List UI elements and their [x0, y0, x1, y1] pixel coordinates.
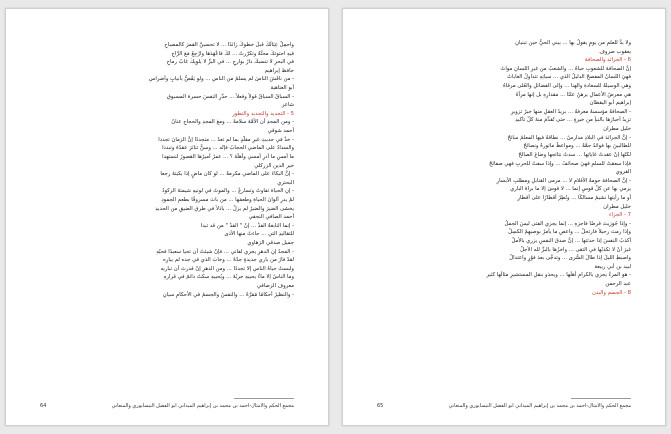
- section-heading: 7 - الجزاء: [608, 212, 631, 219]
- text-line: يخشى الضيرَ والضيرُ لم يزلْ ... باذلاً في طرقِ الضيقِ من الجديدِ: [155, 205, 294, 212]
- text-line: - من ناقَشَ الناسَ لم يسلمْ من الناسِ ... ولو يَقُصُّ بأنيابٍ وأضراسِ: [148, 76, 294, 83]
- text-line: في البحرِ لا تنسبكَ دارٌ بوارجٍ ... في البرِّ لا يلوِيكَ غابٌ رماحِ: [166, 59, 294, 66]
- page-footer: [40, 403, 294, 409]
- text-line: لبيد بن أبي ربيعة: [594, 263, 631, 270]
- page-text-block: [40, 41, 294, 299]
- text-line: القروي: [615, 169, 631, 176]
- footer-book-title: مجمع الحكم والأمثال-أحمد بن محمد بن إبراهيم الميداني أبو الفضل النيسابوري والمنعاني: [448, 403, 631, 409]
- text-line: وهي الوسيلةُ للسعادةِ والهنا ... وإلى الفضائلِ والعُلى مرقاةُ: [503, 83, 631, 90]
- book-page-right: [342, 8, 666, 426]
- text-line: عبد الرحمن: [605, 281, 631, 288]
- text-line: والسدادُ على الماضي الحجابُ فإنّه ... وسنٌّ تناثرَ عقدُهُ وتبددا: [162, 145, 294, 152]
- text-line: واصبطِ الليلَ إذا طالَ السُّرى ... وتدجَّى بعدَ فوْرٍ واعتدالْ: [509, 255, 631, 262]
- text-line: خليل مطران: [603, 126, 631, 133]
- text-line: - إنما النابغةُ الفذْ ... إنْ " الفذُ " من قد تبدا: [200, 222, 294, 229]
- text-line: - السباقُ السباقُ قولاً وفعلاً ... حذّرِ النفسَ حسرةَ المسبوقِ: [166, 93, 294, 100]
- text-line: أكذبُ النفسَ إذا حدثتها ... إنَّ صدقَ النفسِ يزري بالأملْ: [511, 238, 631, 245]
- text-line: خليل مطران: [603, 203, 631, 210]
- text-line: - الصحافةُ مؤسسةٌ معرفةٌ ... بريدُ العقلِ منها خيرُ تزويرِ: [510, 108, 631, 115]
- text-line: أحمد شوقي: [267, 128, 294, 135]
- text-line: أبو العتاهية: [270, 85, 294, 92]
- text-line: للطالبينَ بها فوائدُ جمَّةٌ ... ومواعظٌ ماثورةٌ ونصائحُ: [523, 143, 631, 150]
- footer-book-title: مجمع الحكم والأمثال-أحمد بن محمد بن إبراهيم الميداني أبو الفضل النيسابوري والمنعاني: [111, 403, 294, 409]
- text-line: أحمد الصافي النجفي: [248, 214, 294, 221]
- footer-rule: [571, 398, 631, 399]
- text-line: البحتري: [277, 179, 294, 186]
- text-line: - وإذا جُوزيتَ قرضًا فاجزهِ ... إنما يجزي الفتى ليسَ الجملُ: [504, 220, 631, 227]
- text-line: تزيدُ أخبارَها بالنبأِ من خيرةٍ ... حتى تُقدِّمَ منهُ كلَّ تأكيدِ: [515, 117, 631, 124]
- text-line: وما الناسُ إلا ماءٌ يحييهِ جريُهُ ... ويُحييهِ سكتٌ دائمٌ في قرارهِ: [163, 274, 294, 281]
- text-line: ولبستْ حياةُ الناسِ إلا تجددًا ... ومن الدهرِ إنْ قدرتَ أن تباريه: [160, 265, 294, 272]
- text-line: - إنِ الحياةَ تفاوتٌ وتسارعٌ ... والموتُ في لونيهِ شيمتهُ الركودُ: [162, 188, 294, 195]
- text-line: فهيَ اللسانُ المفصحُ الدليلُ الذي ... سيانِهِ تتداولُ الغاياتُ: [507, 74, 631, 81]
- text-line: واحمِلْ عِيَالَكَ قبلَ خطوكَ زائدًا ... لا تحسبنَّ القمرَ كالمصباحِ: [164, 42, 294, 48]
- section-heading: 5 - التجديد والتجديد والتطور: [232, 110, 294, 117]
- text-line: - هو المرءُ يجزي بالكرامِ أهلَها ... ويحذو بنقلِ المستشيرِ مثالَها كثير: [486, 272, 631, 279]
- text-line: خير الدين الزركلي: [254, 162, 294, 169]
- text-line: يرمي بها عن كلِّ قوسٍ إنما ... لا قوسَ إلا ما براهُ الباري: [510, 186, 631, 193]
- text-line: حافظ إبراهيم: [264, 67, 294, 74]
- text-line: ولا بدَّ للعلمِ من يومٍ يقولُ بها ... بيني الحيُّ حين تبنيانِ: [515, 40, 631, 46]
- text-line: يعقوب صروف: [599, 48, 631, 55]
- text-line: - إنَّ البكاءَ على الماضي مكرمةٌ ... لو كان ماضٍ إذا بكيتهُ رجعا: [160, 171, 294, 178]
- text-line: إبراهيم أبو اليقظان: [589, 100, 631, 107]
- text-line: لكنّها إنْ عقدتْ غاياتِها ... سدتْ نتائجها وضاعَ الصالحُ: [518, 151, 631, 158]
- text-line: فإذا سعقتْ للسلمِ فهيَ صحائفٌ ... وإذا سفتْ للحربِ فهي صفائحُ: [489, 160, 631, 167]
- text-line: - إنَّ الصحافةَ حومةُ الأقلامِ لا ... مرمى القنابلِ ومطلبِ الأبسارِ: [496, 177, 631, 184]
- text-line: - والنظيرُ أحكامًا مُقرَّةٌ ... والنفسُ والجسمُ في الأحكامِ سيانِ: [162, 291, 294, 298]
- text-line: جميل صدقي الزهاوي: [247, 240, 294, 247]
- text-line: - المجدُ إنِ الدهرِ يجري لفاني ... فإنْ شيئتُ أن تحيا سعيدًا فحيّهِ: [156, 248, 294, 255]
- section-heading: 6 - الجرائد والصحافة: [584, 57, 631, 64]
- text-line: - خذْ في حديثِ غيرِ مقلّدٍ بما لم تعدْ ... متجددًا إنَّ الزمانَ تجددا: [158, 136, 294, 143]
- text-line: شاعر: [281, 102, 294, 109]
- text-line: معروف الرصافي: [256, 283, 294, 290]
- text-line: - ومن المجدِ أن الأمَّةَ سلامةً ... ومعَ المجدِ والحجاجِ عنانٌ: [171, 119, 294, 126]
- book-page-left: [5, 8, 329, 426]
- text-line: هي معرضُ الأعمالِ يرهنُ علنًا ... مقدارِهِ بل إنها مرآةُ: [515, 91, 631, 98]
- page-number: 64: [40, 403, 47, 409]
- text-line: فيهِ احتوتكَ محنَّةٌ وتكرّرتْ ... لكَ فاعْهَدَها وارْجِعْ مَعَ الرَّاجِ: [171, 50, 294, 57]
- text-line: غيرَ أنْ لا تكذبْها في التقى ... واخزُها بالبرِّ لله الأجلْ: [520, 246, 631, 253]
- section-heading: 8 - الجسم والبدن: [591, 289, 631, 296]
- text-line: - إنَّ الجرائدَ في البلادِ مدارسٌ ... نطاقةٌ فيها المعلمُ سائحٌ: [507, 134, 631, 141]
- text-line: ما أمسِ ما أدرِ أمسي وأهلُهُ ؟ ... عمرٌ أميرُها القصورُ لنستهدا: [162, 153, 294, 160]
- text-line: وإذا رمتَ رحيلاً فارتحلْ ... واعصِ ما يأمرُ بوصيهِمْ الكسِلْ: [508, 229, 631, 236]
- text-line: للتقاليدِ التي ... جاءتْ منها الأذى: [224, 231, 294, 238]
- text-line: لمْ يدرِ ألوانَ الحياةِ وطعمَها ... من باتَ مسروقًا بطعمِ الجمودِ: [161, 196, 294, 203]
- page-footer: [377, 403, 631, 409]
- footer-rule: [234, 398, 294, 399]
- page-text-block: [377, 39, 631, 297]
- text-line: أو ما رأيتها نشيمُ مسالكًا ... ونُطِرُ أقطارًا على أقطارِ: [517, 194, 631, 201]
- text-line: إنَّ الصحافةَ للشعوبِ حياةٌ ... والشعبُ من غيرِ اللسانِ مواتُ: [500, 65, 631, 72]
- text-line: لقدْ فازَ من باري جديدةٍ جدّةً ... وخابَ الذي في جده لم يبارِه: [163, 257, 294, 264]
- page-number: 65: [377, 403, 384, 409]
